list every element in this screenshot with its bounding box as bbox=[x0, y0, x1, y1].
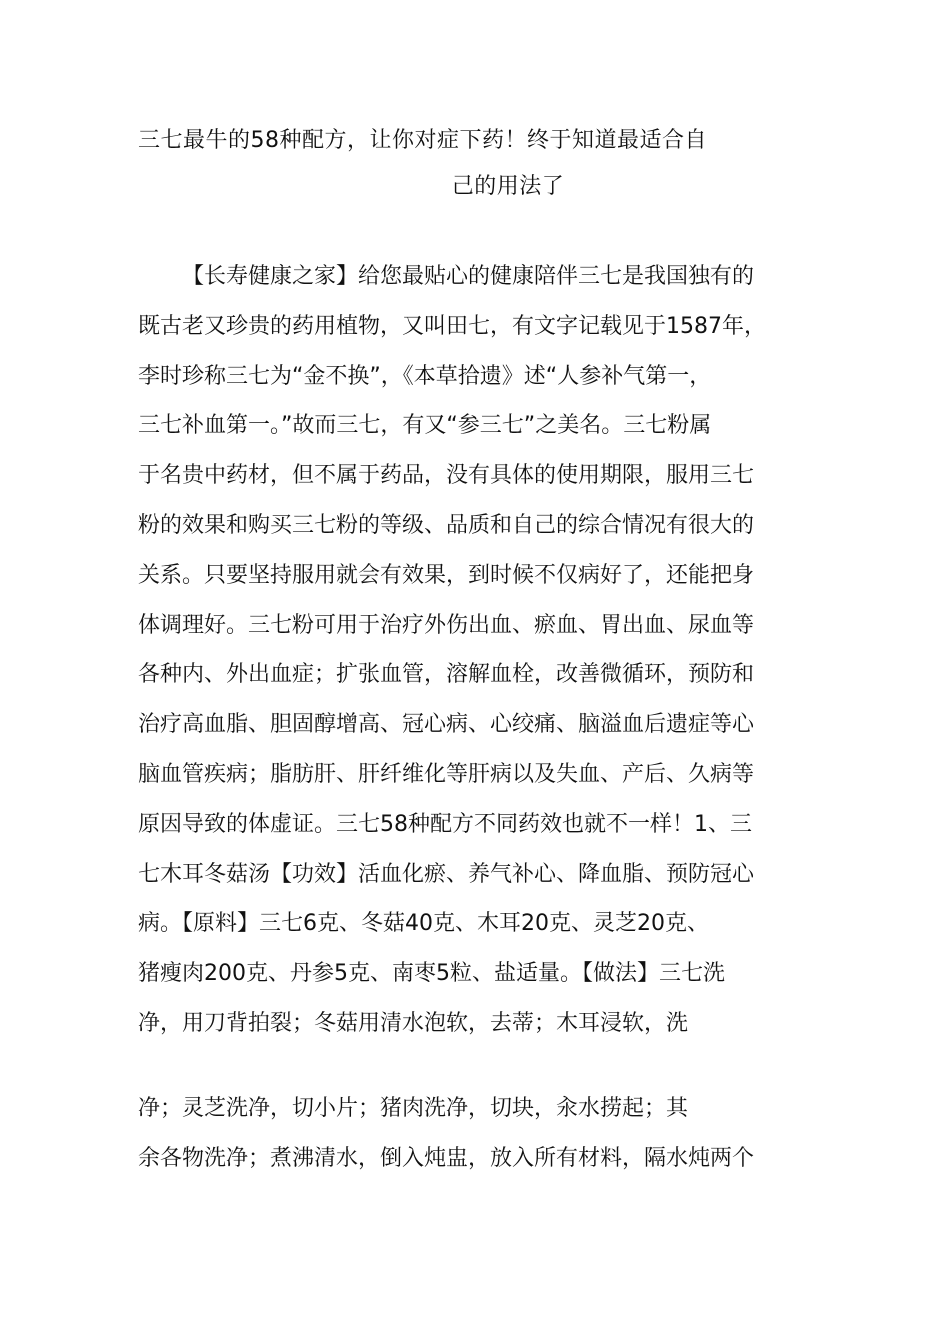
body-line: 【长寿健康之家】给您最贴心的健康陪伴三七是我国独有的 bbox=[182, 264, 755, 289]
body-line: 七木耳冬菇汤【功效】活血化瘀、养气补心、降血脂、预防冠心 bbox=[138, 861, 755, 887]
title-line-1: 三七最牛的58种配方，让你对症下药！终于知道最适合自 bbox=[138, 128, 707, 153]
continuation-line: 净；灵芝洗净，切小片；猪肉洗净，切块，汆水捞起；其 bbox=[138, 1096, 689, 1121]
body-line: 脑血管疾病；脂肪肝、肝纤维化等肝病以及失血、产后、久病等 bbox=[138, 761, 755, 787]
continuation-paragraph bbox=[138, 1084, 818, 1184]
body-paragraph bbox=[138, 252, 818, 1049]
body-line: 猪瘦肉200克、丹参5克、南枣5粒、盐适量。【做法】三七洗 bbox=[138, 961, 725, 987]
body-line: 各种内、外出血症；扩张血管，溶解血栓，改善微循环，预防和 bbox=[138, 662, 755, 688]
body-line: 三七补血第一。”故而三七，有又“参三七”之美名。三七粉属 bbox=[138, 413, 712, 439]
title-line-2: 己的用法了 bbox=[451, 174, 565, 199]
body-line: 病。【原料】三七6克、冬菇40克、木耳20克、灵芝20克、 bbox=[138, 911, 709, 937]
body-line: 净，用刀背拍裂；冬菇用清水泡软，去蒂；木耳浸软，洗 bbox=[138, 1010, 689, 1036]
document-title bbox=[138, 118, 808, 210]
body-line: 体调理好。三七粉可用于治疗外伤出血、瘀血、胃出血、尿血等 bbox=[138, 612, 755, 638]
body-line: 原因导致的体虚证。三七58种配方不同药效也就不一样！1、三 bbox=[138, 811, 752, 837]
continuation-line: 余各物洗净；煮沸清水，倒入炖盅，放入所有材料，隔水炖两个 bbox=[138, 1146, 755, 1171]
body-line: 治疗高血脂、胆固醇增高、冠心病、心绞痛、脑溢血后遗症等心 bbox=[138, 712, 755, 738]
body-line: 关系。只要坚持服用就会有效果，到时候不仅病好了，还能把身 bbox=[138, 562, 755, 588]
body-line: 于名贵中药材，但不属于药品，没有具体的使用期限，服用三七 bbox=[138, 463, 755, 489]
body-line: 粉的效果和购买三七粉的等级、品质和自己的综合情况有很大的 bbox=[138, 512, 755, 538]
body-line: 既古老又珍贵的药用植物，又叫田七，有文字记载见于1587年， bbox=[138, 313, 766, 339]
body-line: 李时珍称三七为“金不换”，《本草拾遗》述“人参补气第一， bbox=[138, 363, 712, 389]
